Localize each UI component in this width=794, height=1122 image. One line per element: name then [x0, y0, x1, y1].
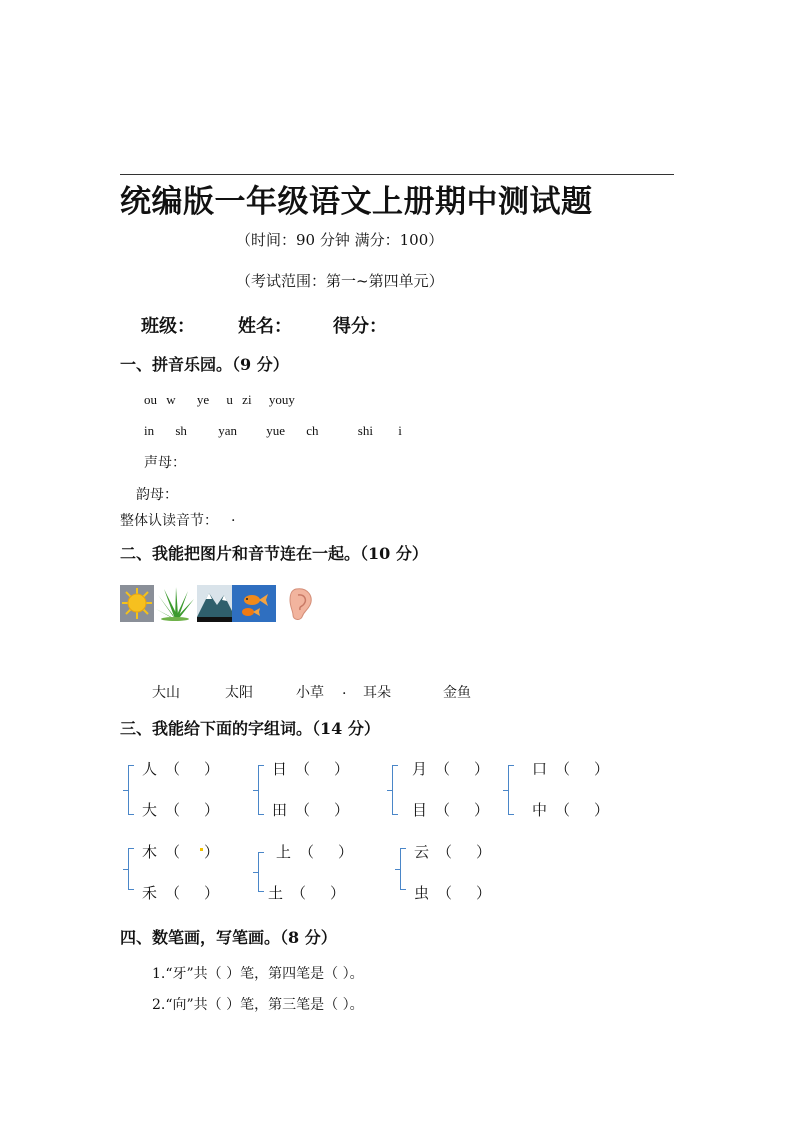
word-group-item: [414, 882, 491, 903]
whole-syllable-label: 整体认读音节：: [120, 513, 218, 529]
word-group-item: [142, 799, 219, 820]
character: 木: [142, 843, 158, 861]
word-group-item: [268, 882, 345, 903]
pinyin-syllable: in: [144, 423, 155, 438]
bracket: [128, 765, 139, 815]
scope-info: （考试范围：第一~第四单元）: [236, 272, 444, 290]
character: 上: [276, 843, 292, 861]
word-ear: 耳朵: [363, 685, 391, 701]
time-info: （时间：90 分钟 满分：100）: [236, 231, 444, 249]
question-2: 2.“向”共（ ）笔，第三笔是（ ）。: [152, 997, 364, 1013]
word-group-item: [532, 758, 609, 779]
character: 目: [412, 801, 428, 819]
paren-close: ）: [476, 843, 492, 861]
paren-close: ）: [594, 760, 610, 778]
paren-open: （: [165, 801, 181, 819]
paren-open: （: [165, 884, 181, 902]
paren-open: （: [295, 760, 311, 778]
pinyin-syllable: shi: [357, 423, 373, 438]
pinyin-row-2: [144, 423, 402, 439]
section4-heading: 四、数笔画，写笔画。（8 分）: [120, 928, 337, 947]
paren-open: （: [437, 884, 453, 902]
word-group-item: [272, 799, 349, 820]
bracket: [400, 848, 411, 890]
character: 大: [142, 801, 158, 819]
paren-open: （: [435, 801, 451, 819]
word-group-item: [414, 841, 491, 862]
pinyin-syllable: w: [166, 392, 176, 407]
pinyin-syllable: zi: [242, 392, 252, 407]
word-goldfish: 金鱼: [443, 685, 471, 701]
character: 日: [272, 760, 288, 778]
word-group-item: [276, 841, 353, 862]
pinyin-syllable: youy: [268, 392, 295, 407]
finals-label: 韵母：: [136, 487, 178, 503]
pinyin-syllable: yan: [218, 423, 237, 438]
character: 云: [414, 843, 430, 861]
bracket: [128, 848, 139, 890]
paren-close: ）: [204, 843, 220, 861]
character: 人: [142, 760, 158, 778]
paren-open: （: [437, 843, 453, 861]
bracket: [392, 765, 403, 815]
paren-close: ）: [476, 884, 492, 902]
dot-mark: .: [231, 509, 236, 525]
class-label: 班级：: [141, 316, 195, 337]
goldfish-picture: [232, 585, 276, 622]
paren-open: （: [555, 760, 571, 778]
paren-open: （: [165, 843, 181, 861]
paren-open: （: [299, 843, 315, 861]
pinyin-syllable: i: [398, 423, 402, 438]
paren-close: ）: [204, 801, 220, 819]
word-group-item: [412, 799, 489, 820]
pinyin-syllable: u: [226, 392, 233, 407]
dot-mark: .: [342, 682, 347, 698]
character: 土: [268, 884, 284, 902]
pinyin-syllable: ye: [196, 392, 210, 407]
word-mountain: 大山: [152, 685, 180, 701]
paren-open: （: [291, 884, 307, 902]
page-title: 统编版一年级语文上册期中测试题: [120, 184, 593, 220]
paren-close: ）: [338, 843, 354, 861]
paren-open: （: [295, 801, 311, 819]
section1-heading: 一、拼音乐园。（9 分）: [120, 355, 289, 374]
paren-close: ）: [204, 760, 220, 778]
word-group-item: [272, 758, 349, 779]
paren-open: （: [165, 760, 181, 778]
question-1: 1.“牙”共（ ）笔，第四笔是（ ）。: [152, 966, 364, 982]
paren-close: ）: [330, 884, 346, 902]
dot-mark: [200, 848, 203, 851]
name-label: 姓名：: [238, 316, 292, 337]
word-group-item: [142, 841, 219, 862]
character: 口: [532, 760, 548, 778]
bracket: [258, 765, 269, 815]
paren-close: ）: [594, 801, 610, 819]
character: 田: [272, 801, 288, 819]
word-group-item: [532, 799, 609, 820]
sun-picture: [120, 585, 154, 622]
word-sun: 太阳: [225, 685, 253, 701]
character: 月: [412, 760, 428, 778]
word-group-item: [142, 758, 219, 779]
character: 中: [532, 801, 548, 819]
paren-close: ）: [334, 760, 350, 778]
paren-close: ）: [334, 801, 350, 819]
paren-close: ）: [474, 801, 490, 819]
initials-label: 声母：: [144, 455, 186, 471]
paren-close: ）: [204, 884, 220, 902]
pinyin-syllable: sh: [175, 423, 187, 438]
character: 虫: [414, 884, 430, 902]
ear-picture: [280, 585, 320, 622]
header-rule: [120, 174, 674, 175]
bracket: [508, 765, 519, 815]
pinyin-syllable: ch: [306, 423, 319, 438]
pinyin-syllable: ou: [144, 392, 157, 407]
mountain-picture: [197, 585, 232, 622]
section2-heading: 二、我能把图片和音节连在一起。（10 分）: [120, 544, 428, 563]
paren-close: ）: [474, 760, 490, 778]
word-group-item: [412, 758, 489, 779]
pinyin-syllable: yue: [266, 423, 285, 438]
score-label: 得分：: [333, 316, 387, 337]
word-grass: 小草: [296, 685, 324, 701]
paren-open: （: [555, 801, 571, 819]
section3-heading: 三、我能给下面的字组词。（14 分）: [120, 719, 380, 738]
grass-picture: [154, 585, 196, 622]
word-group-item: [142, 882, 219, 903]
pinyin-row-1: [144, 392, 295, 408]
paren-open: （: [435, 760, 451, 778]
character: 禾: [142, 884, 158, 902]
